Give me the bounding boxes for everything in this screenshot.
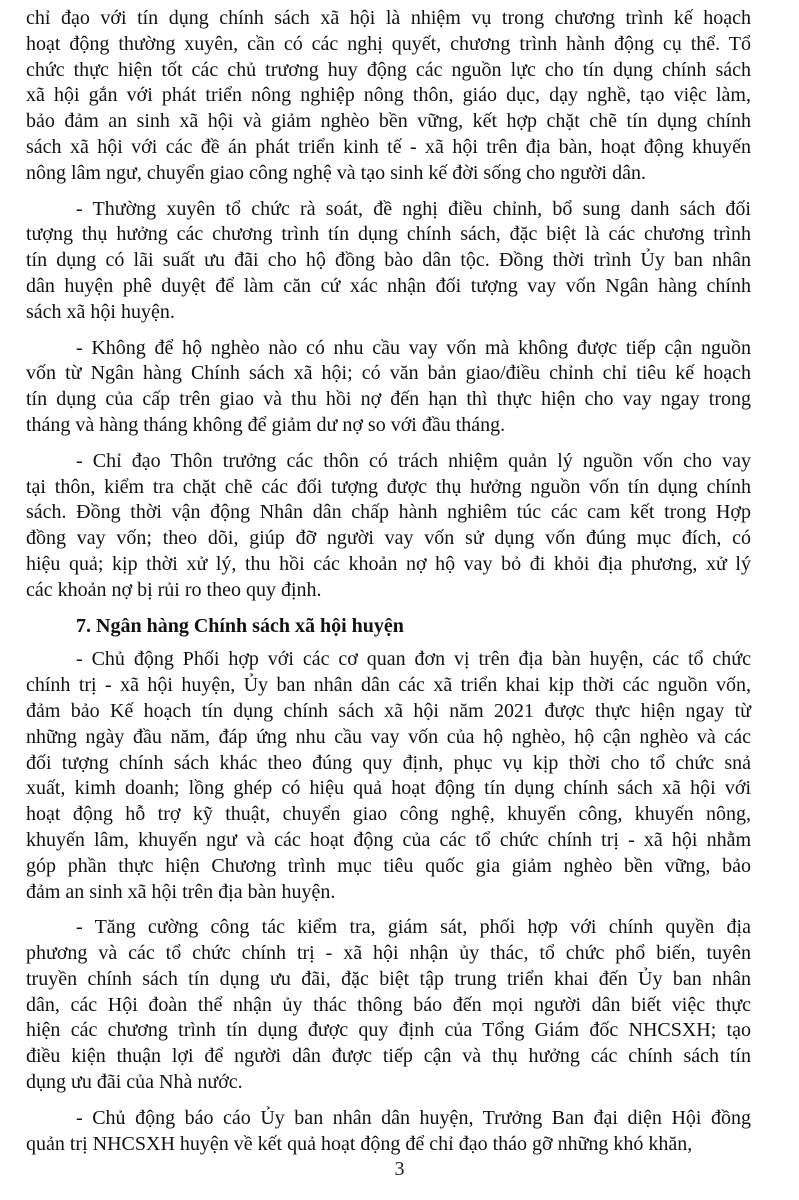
text-line: tín dụng có lãi suất ưu đãi cho hộ đồng bào dân tộc. Đồng thời trình Ủy ban nhân: [26, 249, 751, 272]
text-line: đảm an sinh xã hội trên địa bàn huyện.: [26, 880, 336, 903]
text-line: tại thôn, kiểm tra chặt chẽ các đối tượng được thụ hưởng nguồn vốn tín dụng chính: [26, 475, 751, 498]
text-line: quản trị NHCSXH huyện về kết quả hoạt động để chỉ đạo tháo gỡ những khó khăn,: [26, 1132, 693, 1155]
text-line: tín dụng của cấp trên giao và thu hồi nợ đến hạn thì thực hiện cho vay ngay trong: [26, 388, 751, 411]
text-line: góp phần thực hiện Chương trình mục tiêu quốc gia giảm nghèo bền vững, bảo: [26, 854, 751, 877]
paragraph: [26, 1106, 751, 1158]
text-line: - Chủ động báo cáo Ủy ban nhân dân huyện, Trưởng Ban đại diện Hội đồng: [76, 1106, 751, 1129]
text-line: bảo đảm an sinh xã hội và giảm nghèo bền vững, kết hợp chặt chẽ tín dụng chính: [26, 110, 751, 133]
text-line: dân huyện phê duyệt để làm căn cứ xác nhận đối tượng vay vốn Ngân hàng chính: [26, 274, 751, 297]
paragraph: [26, 449, 751, 604]
page-number: 3: [394, 1158, 405, 1180]
paragraph: [26, 197, 751, 326]
text-line: các khoản nợ bị rủi ro theo quy định.: [26, 578, 322, 601]
text-line: tượng thụ hưởng các chương trình tín dụng chính sách, đặc biệt là các chương trình: [26, 223, 751, 246]
text-line: vốn từ Ngân hàng Chính sách xã hội; có văn bản giao/điều chỉnh chỉ tiêu kế hoạch: [26, 362, 751, 385]
text-line: hoạt động thường xuyên, cần có các nghị quyết, chương trình hành động cụ thể. Tổ: [26, 32, 751, 55]
text-line: hiệu quả; kịp thời xử lý, thu hồi các khoản nợ hộ vay bỏ đi khỏi địa phương, xử lý: [26, 552, 751, 575]
text-line: tháng và hàng tháng không để giảm dư nợ so với đầu tháng.: [26, 413, 506, 436]
paragraph: [26, 915, 751, 1096]
body-text-before-heading: [26, 6, 751, 604]
text-line: đảm bảo Kế hoạch tín dụng chính sách xã hội năm 2021 được thực hiện ngay từ: [26, 699, 751, 722]
text-line: chức thực hiện tốt các chủ trương huy động các nguồn lực cho tín dụng chính sách: [26, 58, 751, 81]
text-line: xuất, kimh doanh; lồng ghép có hiệu quả hoạt động tín dụng chính sách xã hội với: [26, 777, 751, 800]
paragraph: [26, 6, 751, 187]
text-line: phương và các tổ chức chính trị - xã hội nhận ủy thác, tổ chức phổ biến, tuyên: [26, 942, 751, 965]
text-line: sách xã hội huyện.: [26, 300, 175, 323]
text-line: đối tượng chính sách khác theo đúng quy định, phục vụ kịp thời cho tổ chức snả: [26, 751, 751, 774]
text-line: sách. Đồng thời vận động Nhân dân chấp hành nghiêm túc các cam kết trong Hợp: [26, 501, 751, 524]
text-line: chỉ đạo với tín dụng chính sách xã hội là nhiệm vụ trong chương trình kế hoạch: [26, 7, 751, 29]
text-line: điều kiện thuận lợi để người dân được tiếp cận và thụ hưởng các chính sách tín: [26, 1045, 751, 1068]
body-text-after-heading: [26, 647, 751, 1157]
text-line: truyền chính sách tín dụng ưu đãi, đặc biệt tập trung triển khai đến Ủy ban nhân: [26, 967, 751, 990]
text-line: - Chủ động Phối hợp với các cơ quan đơn vị trên địa bàn huyện, các tổ chức: [76, 648, 751, 671]
text-line: xã hội gắn với phát triển nông nghiệp nông thôn, giáo dục, dạy nghề, tạo việc làm,: [26, 84, 751, 107]
text-line: - Chỉ đạo Thôn trưởng các thôn có trách nhiệm quản lý nguồn vốn cho vay: [76, 449, 751, 472]
text-line: dụng ưu đãi của Nhà nước.: [26, 1071, 243, 1094]
text-line: - Tăng cường công tác kiểm tra, giám sát, phối hợp với chính quyền địa: [76, 916, 751, 939]
paragraph: [26, 336, 751, 439]
text-line: khuyến lâm, khuyến ngư và các hoạt động của các tổ chức chính trị - xã hội nhằm: [26, 828, 751, 851]
paragraph: [26, 647, 751, 905]
section-heading: 7. Ngân hàng Chính sách xã hội huyện: [76, 614, 404, 637]
text-line: hiện các chương trình tín dụng được quy định của Tổng Giám đốc NHCSXH; tạo: [26, 1019, 751, 1042]
text-line: - Thường xuyên tổ chức rà soát, đề nghị điều chỉnh, bổ sung danh sách đối: [76, 197, 751, 220]
text-line: dân, các Hội đoàn thể nhận ủy thác thông báo đến mọi người dân biết việc thực: [26, 993, 751, 1016]
text-line: hoạt động hỗ trợ kỹ thuật, chuyển giao công nghệ, khuyến công, khuyến nông,: [26, 803, 751, 826]
text-line: đồng vay vốn; theo dõi, giúp đỡ người vay vốn sử dụng vốn đúng mục đích, có: [26, 527, 751, 550]
text-line: nông lâm ngư, chuyển giao công nghệ và tạo sinh kế đời sống cho người dân.: [26, 161, 646, 184]
text-line: - Không để hộ nghèo nào có nhu cầu vay vốn mà không được tiếp cận nguồn: [76, 336, 751, 359]
text-line: sách xã hội với các đề án phát triển kinh tế - xã hội trên địa bàn, hoạt động khuyến: [26, 135, 751, 158]
text-line: chính trị - xã hội huyện, Ủy ban nhân dân các xã triển khai kịp thời các nguồn vốn,: [26, 674, 751, 697]
text-line: những ngày đầu năm, đáp ứng nhu cầu vay vốn của hộ nghèo, hộ cận nghèo và các: [26, 725, 751, 748]
